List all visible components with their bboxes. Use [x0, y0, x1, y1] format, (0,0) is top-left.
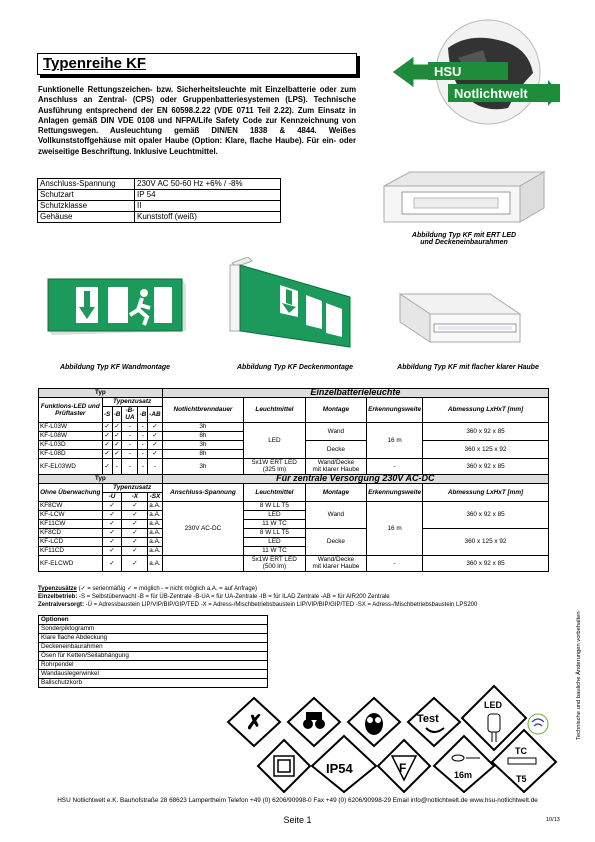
caption-ceiling: Abbildung Typ KF Deckenmontage — [236, 364, 354, 371]
table-row: KF8CD ✓ ✓ a.A. 8 W LL T5 Decke 360 x 125 x 92 — [39, 528, 549, 537]
owl-icon — [365, 713, 383, 735]
caption-wall: Abbildung Typ KF Wandmontage — [59, 364, 171, 371]
list-item: Ösen für Ketten/Seilabhängung — [39, 652, 268, 661]
spec-row: Schutzklasse II — [38, 201, 281, 212]
spec-row: Anschluss-Spannung 230V AC 50-60 Hz +6% / -8% — [38, 179, 281, 190]
caption-flat: Abbildung Typ KF mit flacher klarer Haube — [397, 364, 539, 371]
side-note: Technische und bauliche Änderungen vorbehalten — [576, 611, 582, 740]
table-row: KF-EL03WD ✓ - - - - 3h 5x1W ERT LED (325 lm) Wand/Decke mit klarer Haube - 360 x 92 x 85 — [39, 458, 549, 474]
page-title: Typenreihe KF — [43, 55, 147, 72]
doc-date: 10/13 — [546, 817, 560, 823]
svg-text:F: F — [399, 761, 407, 775]
list-item: Wandauslegerwinkel — [39, 670, 268, 679]
page-number: Seite 1 — [283, 815, 312, 825]
box-diamond — [258, 740, 310, 792]
sign-wall-image — [46, 277, 188, 337]
table-row: KF8CW ✓ ✓ a.A. 230V AC-DC 8 W LL T5 Wand 16 m 360 x 92 x 85 — [39, 501, 549, 510]
svg-text:TC: TC — [515, 746, 527, 756]
spec-row: Schutzart IP 54 — [38, 190, 281, 201]
table-row: KF-L08D ✓ ✓ - - ✓ 8h — [39, 449, 549, 458]
table-row: KF-L03D ✓ ✓ - - ✓ 3h Decke 360 x 125 x 92 — [39, 440, 549, 449]
footer-contact: HSU Notlichtwelt e.K. Bauhofstraße 28 68623 Lampertheim Telefon +49 (0) 6206/90998-0 Fax +49 (0) 6206/90998-29 Email info@notlichtwelt.de www.hsu-notlichtwelt.de — [57, 797, 538, 804]
options-table: Optionen Sonderpiktogramm Klare flache Abdeckung Deckeneinbaurahmen Ösen für Ketten/Seilabhängung Rohrpendel Wandauslegerwinkel Ballschutzkorb — [38, 615, 268, 688]
legend-line-3: Zentralversorgt: -Ü = Adressbaustein LIP/VIP/BIP/GIP/TED -X = Adress-/Mischbetriebsbaustein LIP/VIP/BIP/GIP/TED -SX = Adress-/Mischbetriebsbaustein LPS200 — [38, 602, 478, 608]
table-row: KF11CW ✓ ✓ a.A. 11 W TC — [39, 519, 549, 528]
lamp-recessed-image — [380, 170, 548, 228]
distance-diamond — [434, 736, 494, 792]
svg-text:IP54: IP54 — [326, 761, 353, 776]
svg-text:Test: Test — [417, 713, 439, 725]
svg-text:16m: 16m — [454, 770, 473, 780]
table-row: KF-ELCWD ✓ ✓ a.A. 5x1W ERT LED (500 lm) Wand/Decke mit klarer Haube - 360 x 92 x 85 — [39, 555, 549, 571]
svg-text:T5: T5 — [516, 774, 527, 784]
list-item: Ballschutzkorb — [39, 679, 268, 688]
product-table: Typ Einzelbatterieleuchte Funktions-LED und Prüftaster Typenzusatz Notlichtbrenndauer Leuchtmittel Montage Erkennungsweite Abmessung LxHxT [mm] -S -B -B-UA -B -AB KF-L03W ✓ ✓ - - ✓ 3h LED Wand 16 m 360 x 92 x 85 KF-L08W ✓ ✓ - - ✓ 8h KF-L03D ✓ ✓ - - ✓ 3h Decke 360 x 125 x 92 KF-L08D ✓ ✓ - - ✓ 8h KF-EL03WD ✓ - - - - 3h 5x1W ERT LED (325 lm) Wand/Decke mit klarer Haube - 360 x 92 x 85 Typ Für zentrale Versorgung 230V AC-DC Ohne Überwachung Typenzusatz Anschluss-Spannung Leuchtmittel Montage Erkennungsweite Abmessung LxHxT [mm] -Ü -X -SX KF8CW ✓ ✓ a.A. 230V AC-DC 8 W LL T5 Wand 16 m 360 x 92 x 85 KF-LCW ✓ ✓ a.A. LED KF11CW ✓ ✓ a.A. 11 W TC KF8CD ✓ ✓ a.A. 8 W LL T5 Decke 360 x 125 x 92 KF-LCD ✓ ✓ a.A. LED KF11CD ✓ ✓ a.A. 11 W TC KF-ELCWD ✓ ✓ a.A. 5x1W ERT LED (500 lm) Wand/Decke mit klarer Haube - 360 x 92 x 85 — [38, 388, 549, 572]
caption-recessed: Abbildung Typ KF mit ERT LED und Deckeneinbaurahmen — [411, 232, 517, 246]
certification-symbols — [222, 678, 572, 793]
spec-row: Gehäuse Kunststoff (weiß) — [38, 212, 281, 223]
list-item: Klare flache Abdeckung — [39, 634, 268, 643]
lamp-flat-image — [390, 290, 530, 356]
binocular-diamond — [288, 698, 340, 746]
table-row: KF-L03W ✓ ✓ - - ✓ 3h LED Wand 16 m 360 x 92 x 85 — [39, 422, 549, 431]
x-icon: ✗ — [246, 712, 263, 734]
legend-line-2: Einzelbetrieb: -S = Selbstüberwacht -B = für ÜB-Zentrale -B-UA = für UA-Zentrale -IB = für ILAD Zentrale -AB = für AIR200 Zentrale — [38, 594, 390, 600]
intro-text: Funktionelle Rettungszeichen- bzw. Sicherheitsleuchte mit Einzelbatterie oder zum Anschluss an Zentral- (CPS) oder Gruppenbatteriesystemen (LPS). Technische Ausführung entsprechend der EN 60598.2.22 (VDE 0711 Teil 2.22). Zum Einsatz in Anlagen gemäß DIN VDE 0108 und NFPA/Life Safety Code zur Kennzeichnung von Rettungswegen. Ausleuchtung gemäß DIN/EN 1838 & 4844. Weißes Vollkunststoffgehäuse mit opaler Haube (Option: Klare, flache Haube). Für ein- oder zweiseitige Beschriftung. Inklusive Leuchtmittel. — [38, 85, 356, 156]
table-row: KF11CD ✓ ✓ a.A. 11 W TC — [39, 546, 549, 555]
list-item: Deckeneinbaurahmen — [39, 643, 268, 652]
spec-table — [37, 178, 281, 223]
hsu-logo — [388, 18, 560, 126]
table-row: KF-L08W ✓ ✓ - - ✓ 8h — [39, 431, 549, 440]
svg-text:HSU: HSU — [434, 64, 462, 79]
list-item: Rohrpendel — [39, 661, 268, 670]
svg-text:Notlichtwelt: Notlichtwelt — [454, 86, 528, 101]
legend-line-1: Typenzusätze (✓ = serienmäßig ✓ = möglich - = nicht möglich a.A. = auf Anfrage) — [38, 586, 258, 592]
svg-text:LED: LED — [484, 700, 502, 710]
sign-ceiling-image — [222, 257, 352, 349]
table-row: KF-LCW ✓ ✓ a.A. LED — [39, 510, 549, 519]
table-row: KF-LCD ✓ ✓ a.A. LED — [39, 537, 549, 546]
list-item: Sonderpiktogramm — [39, 625, 268, 634]
